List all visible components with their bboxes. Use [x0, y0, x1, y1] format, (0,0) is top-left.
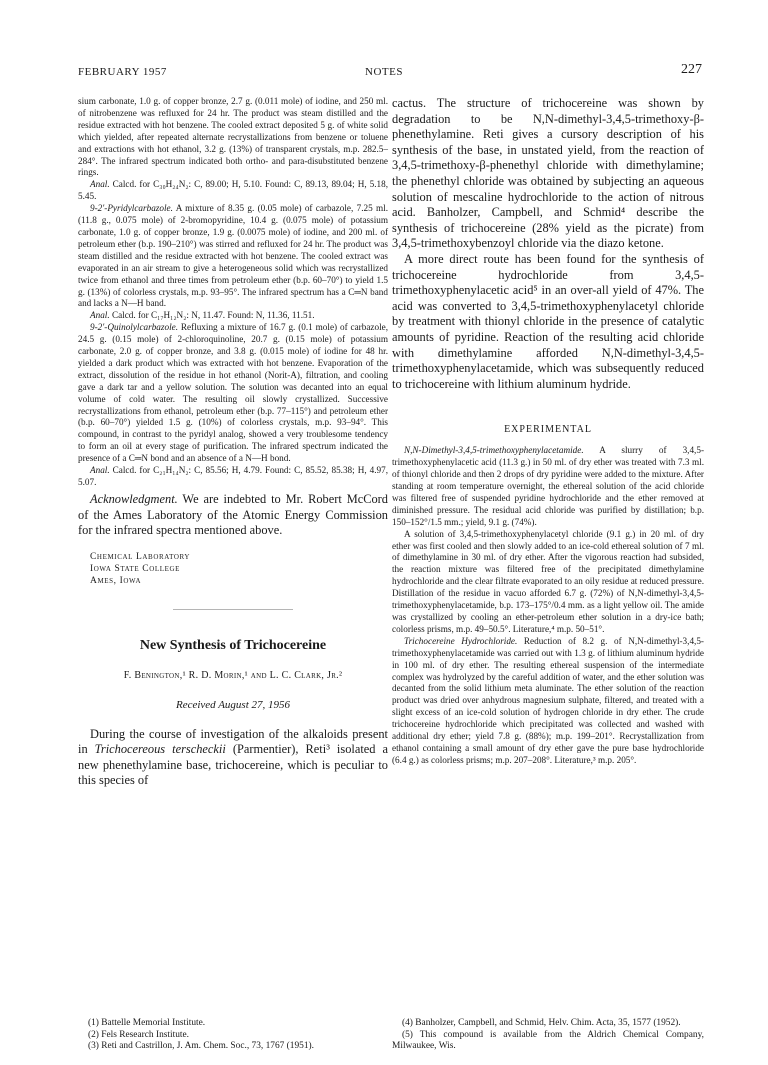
intro-paragraph-2: A more direct route has been found for the synthesis of trichocereine hydrochloride from 3,4,5-trimethoxyphenylacetic acid⁵ in an over-all yield of 47%. The acid was converted to 3,4,5-trimethoxyphenylacetyl chloride by treatment with thionyl chloride in the presence of catalytic amounts of pyridine. Reaction of the resulting acid chloride with dimethylamine afforded N,N-dimethyl-3,4,5-trimethoxyphenylacetamide, which was subsequently reduced to trichocereine with lithium aluminum hydride. [392, 251, 704, 391]
analysis-text: Calcd. for C₃₀H₂₄N₂: C, 89.00; H, 5.10. Found: C, 89.13, 89.04; H, 5.18, 5.45. [78, 179, 389, 202]
analysis-label: Anal. [90, 310, 110, 321]
footnote: (5) This compound is available from the Aldrich Chemical Company, Milwaukee, Wis. [392, 1029, 704, 1052]
paragraph-continued: sium carbonate, 1.0 g. of copper bronze, 2.7 g. (0.011 mole) of iodine, and 250 ml. of nitrobenzene was refluxed for 24 hr. The product was steam distilled and the residue extracted with hot benzene. The cooled extract deposited 5 g. of white solid which yielded, after repeated alternate recrystallizations from benzene or toluene and extractions with hot ethanol, 3.2 g. (13%) of transparent crystals, m.p. 282.5–284°. The infrared spectrum indicated both ortho- and para-disubstituted benzene rings. [78, 96, 388, 178]
address-line: Iowa State College [90, 563, 181, 574]
article-divider [173, 609, 293, 610]
intro-text: (Parmentier), Reti³ isolated a new phenethylamine base, trichocereine, which is peculiar to this species of [78, 742, 388, 788]
intro-paragraph-1: cactus. The structure of trichocereine was shown by degradation to be N,N-dimethyl-3,4,5-trimethoxy-β-phenethylamine. Reti gives a cursory description of his synthesis of the base, in unstated yield, from the reaction of 3,4,5-trimethoxy-β-phenethyl chloride with dimethylamine; the phenethyl chloride was obtained by subjecting an aqueous solution of mescaline hydrochloride to the action of nitrous acid. Banholzer, Campbell, and Schmid⁴ describe the synthesis of trichocereine (28% yield as the picrate) from 3,4,5-trimethoxybenzoyl chloride via the diazo ketone. [392, 96, 704, 251]
subsection-text: A slurry of 3,4,5-trimethoxyphenylacetic acid (11.3 g.) in 50 ml. of dry ether was treated with 7.3 ml. of thionyl chloride and then 2 drops of dry pyridine were added to the mixture. After standing at room temperature overnight, the ethereal solution of the acid chloride was filtered free of suspended pyridine hydrochloride and the ether removed at diminished pressure. The residual acid chloride was purified by distillation; b.p. 150–152°/1.5 mm.; yield, 9.1 g. (74%). [392, 445, 705, 527]
running-header-section: NOTES [365, 66, 403, 78]
analysis-text: Calcd. for C₂₁H₁₄N₂: C, 85.56; H, 4.79. Found: C, 85.52, 85.38; H, 4.97, 5.07. [78, 465, 389, 487]
article-authors: F. Benington,¹ R. D. Morin,¹ and L. C. Clark, Jr.² [123, 669, 343, 681]
footnote: (1) Battelle Memorial Institute. [88, 1018, 206, 1028]
page-number: 227 [681, 62, 702, 77]
subsection-title: 9-2′-Pyridylcarbazole. [90, 203, 173, 214]
footnote: (4) Banholzer, Campbell, and Schmid, Helv. Chim. Acta, 35, 1577 (1952). [402, 1018, 681, 1028]
subsection-title: N,N-Dimethyl-3,4,5-trimethoxyphenylacetamide. [404, 445, 584, 456]
footnotes-right [392, 1018, 704, 1053]
acknowledgment-label: Acknowledgment. [90, 491, 178, 506]
species-name: Trichocereous terscheckii [94, 742, 226, 757]
analysis-1 [78, 179, 388, 203]
author-address [90, 551, 388, 587]
analysis-label: Anal. [90, 465, 110, 476]
experimental-hydrochloride [392, 636, 704, 767]
footnotes-left [78, 1018, 388, 1053]
left-column [78, 96, 388, 789]
footnote: (3) Reti and Castrillon, J. Am. Chem. Soc., 73, 1767 (1951). [88, 1041, 315, 1052]
address-line: Ames, Iowa [90, 575, 142, 586]
subsection-title: 9-2′-Quinolylcarbazole. [90, 322, 178, 333]
acknowledgment-text: We are indebted to Mr. Robert McCord of the Ames Laboratory of the Atomic Energy Commission for the infrared spectra mentioned above. [78, 491, 388, 538]
experimental-amide [392, 445, 704, 528]
acknowledgment [78, 492, 388, 539]
paragraph-pyridylcarbazole [78, 203, 388, 310]
experimental-amide-2: A solution of 3,4,5-trimethoxyphenylacetyl chloride (9.1 g.) in 20 ml. of dry ether was first cooled and then slowly added to an ice-cold ethereal solution of 7 ml. of dimethylamine in 30 ml. of dry ether. After the vigorous reaction had subsided, the reaction mixture was filtered free of the precipitated dimethylamine hydrochloride and the clear filtrate evaporated to an oily residue at reduced pressure. Distillation of the residue in vacuo afforded 6.7 g. (72%) of N,N-dimethyl-3,4,5-trimethoxyphenylacetamide, b.p. 173–175°/0.4 mm. as a light yellow oil. The amide was crystallized by cooling an ether-petroleum ether solution in a dry-ice bath; colorless prisms, m.p. 49–50.5°. Literature,⁴ m.p. 50–51°. [392, 528, 704, 634]
paragraph-quinolylcarbazole [78, 322, 388, 465]
address-line: Chemical Laboratory [90, 551, 191, 562]
footnote: (2) Fels Research Institute. [88, 1029, 190, 1040]
analysis-3 [78, 465, 388, 489]
subsection-title: Trichocereine Hydrochloride. [404, 635, 518, 646]
subsection-text: Reduction of 8.2 g. of N,N-dimethyl-3,4,5-trimethoxyphenylacetamide was carried out with 1.3 g. of lithium aluminum hydride in 100 ml. of dry ether. The resulting ethereal suspension of the intermediate complex was hydrolyzed by the careful addition of water, and the ether solution was decanted from the solid lithium meta aluminate. The ether solution of the reaction product was dried over anhydrous magnesium sulphate, filtered, and treated with a slight excess of an ice-cold solution of hydrogen chloride in dry ether. The crude trichocereine hydrochloride which precipitated was collected and washed with additional dry ether; yield 7.8 g. (88%); m.p. 199–201°. Recrystallization from ethanol containing a small amount of dry ether gave the pure base hydrochloride (6.4 g.) as colorless prisms; m.p. 207–208°. Literature,³ m.p. 205°. [392, 635, 704, 765]
subsection-text: A mixture of 8.35 g. (0.05 mole) of carbazole, 7.25 ml. (11.8 g., 0.075 mole) of 2-bromopyridine, 10.4 g. (0.075 mole) of potassium carbonate, 1.0 g. of copper bronze, 1.9 g. (0.0075 mole) of iodine, and 200 ml. of petroleum ether (b.p. 190–210°) was stirred and refluxed for 24 hr. The product was steam distilled and the residue extracted with hot benzene. The cooled extract was evaporated in an air stream to give a heterogeneous solid which was recrystallized twice from ethanol and three times from petroleum ether (b.p. 60–70°) to yield 1.5 g. (13%) of colorless crystals, m.p. 93–95°. The infrared spectrum has a C═N band and lacks a N—H band. [78, 203, 388, 309]
section-heading-experimental: EXPERIMENTAL [504, 424, 592, 436]
article-intro [78, 727, 388, 789]
analysis-text: Calcd. for C₁₇H₁₂N₂: N, 11.47. Found: N, 11.36, 11.51. [111, 310, 315, 321]
right-column [392, 96, 704, 767]
received-date: Received August 27, 1956 [175, 698, 291, 711]
intro-text: During the course of investigation of the alkaloids present in [78, 726, 388, 757]
analysis-label: Anal. [90, 179, 110, 190]
subsection-text: Refluxing a mixture of 16.7 g. (0.1 mole) of carbazole, 24.5 g. (0.15 mole) of 2-chloroquinoline, 20.7 g. (0.15 mole) of potassium carbonate, 2.0 g. of copper bronze, and 3.8 g. (0.015 mole) of iodine for 48 hr. yielded a dark product which was extracted with hot benzene. Evaporation of the extract, dissolution of the residue in hot ethanol (Norit-A), filtration, and cooling gave a dark tar and a yellow solution. The solution was decanted into an equal volume of cold water. The resulting oil slowly crystallized. Successive recrystallizations from ethanol, petroleum ether (b.p. 77–115°) and petroleum ether (b.p. 60–70°) yielded 1.5 g. (10%) of colorless crystals, m.p. 93–94°. This compound, in contrast to the pyridyl analog, showed a very troublesome tendency to form an oil at every stage of purification. The infrared spectrum indicated the presence of a C═N bond and an absence of a N—H bond. [78, 322, 388, 464]
article-title: New Synthesis of Trichocereine [139, 637, 327, 653]
running-header-date: FEBRUARY 1957 [78, 66, 167, 78]
analysis-2 [78, 310, 388, 322]
